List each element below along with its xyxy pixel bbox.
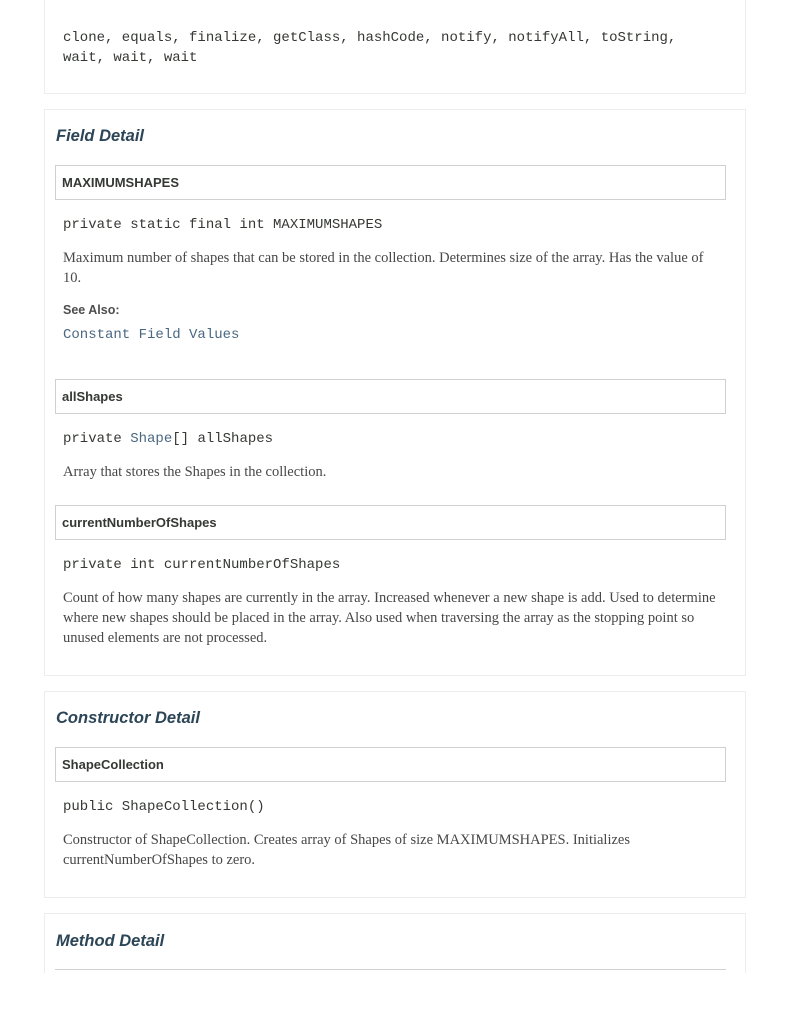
inherited-methods-line-1: clone, equals, finalize, getClass, hashCode, notify, notifyAll, toString,	[63, 30, 677, 46]
field-signature-maximumshapes: private static final int MAXIMUMSHAPES	[63, 217, 383, 233]
field-header-currentnumberofshapes: currentNumberOfShapes	[55, 505, 726, 540]
field-signature-currentnumberofshapes: private int currentNumberOfShapes	[63, 557, 341, 573]
field-description-currentnumberofshapes: Count of how many shapes are currently in the array. Increased whenever a new shape is add. Used to determine where new shapes should be placed in the array. Also used when traversing the array as the stopping point so unused elements are not processed.	[63, 590, 716, 646]
method-detail-title: Method Detail	[56, 932, 165, 950]
inherited-methods-list	[63, 28, 723, 68]
method-detail-section	[44, 913, 746, 973]
signature-suffix: [] allShapes	[172, 431, 274, 447]
constant-field-values-link[interactable]: Constant Field Values	[63, 327, 240, 343]
field-header-allshapes: allShapes	[55, 379, 726, 414]
constructor-detail-title: Constructor Detail	[56, 709, 200, 727]
field-description-allshapes: Array that stores the Shapes in the collection.	[63, 464, 327, 480]
constructor-description: Constructor of ShapeCollection. Creates array of Shapes of size MAXIMUMSHAPES. Initializes currentNumberOfShapes to zero.	[63, 832, 631, 868]
field-detail-section	[44, 109, 746, 676]
constructor-header: ShapeCollection	[55, 747, 726, 782]
constructor-detail-section	[44, 691, 746, 898]
field-header-maximumshapes: MAXIMUMSHAPES	[55, 165, 726, 200]
field-detail-title: Field Detail	[56, 127, 145, 145]
field-description-maximumshapes: Maximum number of shapes that can be stored in the collection. Determines size of the array. Has the value of 10.	[63, 250, 704, 286]
inherited-methods-line-2: wait, wait, wait	[63, 50, 198, 66]
signature-modifier: private	[63, 431, 131, 447]
field-signature-allshapes	[63, 430, 273, 448]
see-also-label: See Also:	[63, 303, 120, 317]
method-header-edge	[55, 969, 726, 970]
constructor-signature: public ShapeCollection()	[63, 799, 265, 815]
shape-type-link[interactable]: Shape	[130, 431, 173, 447]
